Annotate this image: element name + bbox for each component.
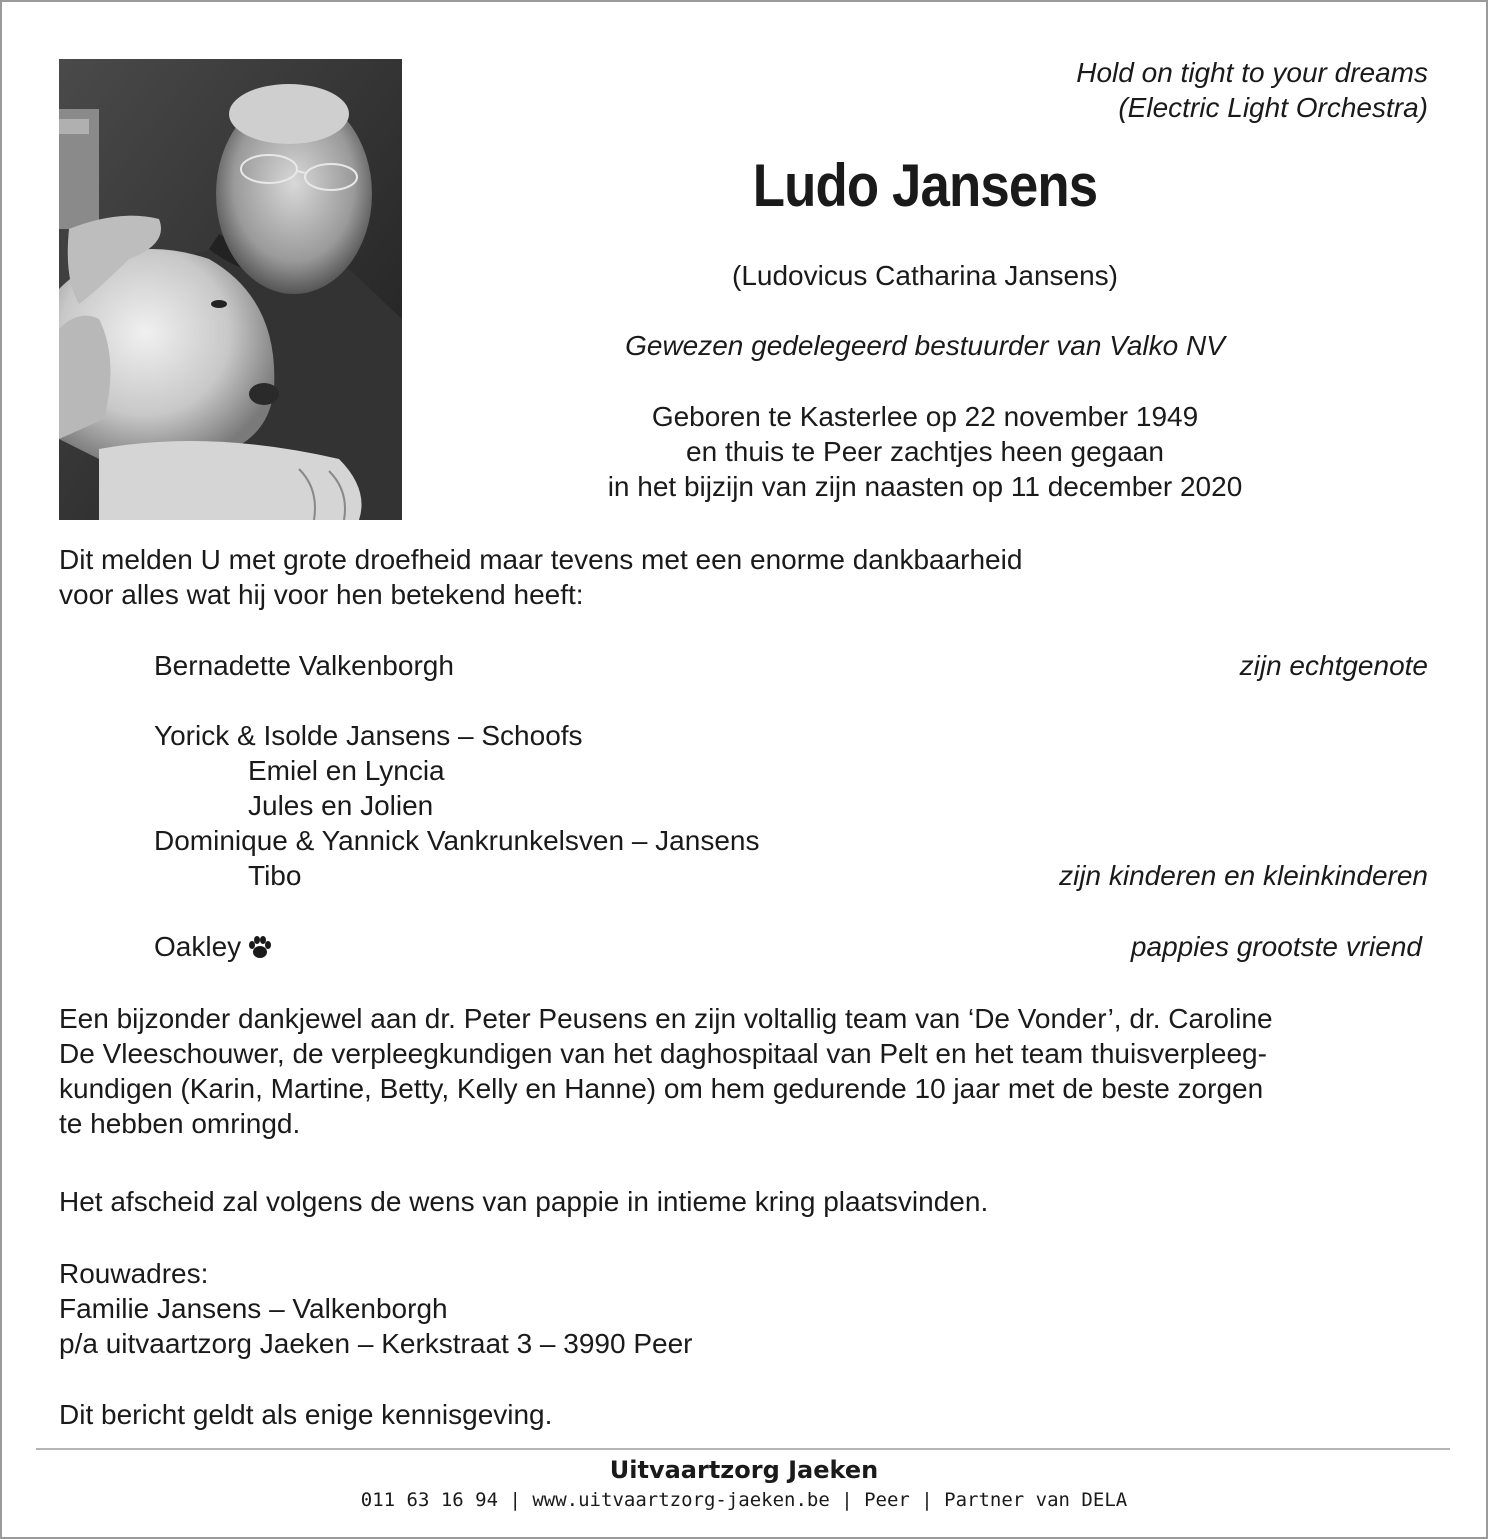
- child-1-name: Yorick & Isolde Jansens – Schoofs: [154, 720, 583, 751]
- address-line-2: p/a uitvaartzorg Jaeken – Kerkstraat 3 – 3990 Peer: [59, 1328, 693, 1359]
- spouse-role: zijn echtgenote: [1239, 650, 1428, 681]
- quote-line-1: Hold on tight to your dreams: [1076, 57, 1428, 88]
- quote-attribution: (Electric Light Orchestra): [1118, 92, 1428, 123]
- address-line-1: Familie Jansens – Valkenborgh: [59, 1293, 448, 1324]
- pet-name: Oakley: [154, 931, 242, 962]
- paw-print-icon: [247, 932, 273, 967]
- thanks-line-3: kundigen (Karin, Martine, Betty, Kelly en Hanne) om hem gedurende 10 jaar met de beste zorgen: [59, 1073, 1264, 1104]
- funeral-home-name: Uitvaartzorg Jaeken: [609, 1456, 879, 1484]
- intro-line-1: Dit melden U met grote droefheid maar tevens met een enorme dankbaarheid: [59, 544, 1023, 575]
- birth-line: Geboren te Kasterlee op 22 november 1949: [651, 401, 1199, 432]
- thanks-line-1: Een bijzonder dankjewel aan dr. Peter Peusens en zijn voltallig team van ‘De Vonder’, dr. Caroline: [59, 1003, 1273, 1034]
- passing-date-line: in het bijzijn van zijn naasten op 11 december 2020: [607, 471, 1243, 502]
- children-role: zijn kinderen en kleinkinderen: [1059, 860, 1428, 891]
- grandchildren-2: Tibo: [248, 860, 302, 891]
- deceased-full-name: (Ludovicus Catharina Jansens): [732, 260, 1118, 291]
- spouse-name: Bernadette Valkenborgh: [154, 650, 454, 681]
- intro-line-2: voor alles wat hij voor hen betekend heeft:: [59, 579, 584, 610]
- grandchildren-1a: Emiel en Lyncia: [248, 755, 445, 786]
- intro-paragraph: [59, 542, 1022, 612]
- deceased-name: Ludo Jansens: [752, 152, 1098, 219]
- grandchildren-1b: Jules en Jolien: [248, 790, 434, 821]
- address-label: Rouwadres:: [59, 1258, 209, 1289]
- deceased-occupation: Gewezen gedelegeerd bestuurder van Valko NV: [625, 330, 1225, 361]
- mourning-address: [59, 1256, 693, 1361]
- thanks-paragraph: [59, 1001, 1439, 1141]
- thanks-line-2: De Vleeschouwer, de verpleegkundigen van het daghospitaal van Pelt en het team thuisverpleeg-: [59, 1038, 1267, 1069]
- thanks-line-4: te hebben omringd.: [59, 1108, 301, 1139]
- funeral-home-contact: 011 63 16 94 | www.uitvaartzorg-jaeken.be | Peer | Partner van DELA: [360, 1489, 1128, 1511]
- notice-text: Dit bericht geldt als enige kennisgeving.: [59, 1399, 553, 1430]
- pet-entry: [154, 929, 273, 967]
- footer-divider: [36, 1448, 1450, 1450]
- farewell-paragraph: Het afscheid zal volgens de wens van pappie in intieme kring plaatsvinden.: [59, 1186, 989, 1217]
- child-2-name: Dominique & Yannick Vankrunkelsven – Jansens: [154, 825, 760, 856]
- portrait-photo: [59, 59, 402, 520]
- birth-death-details: [420, 399, 1430, 504]
- epigraph-quote: [1076, 55, 1428, 125]
- pet-role: pappies grootste vriend: [1130, 931, 1422, 962]
- passing-line: en thuis te Peer zachtjes heen gegaan: [686, 436, 1164, 467]
